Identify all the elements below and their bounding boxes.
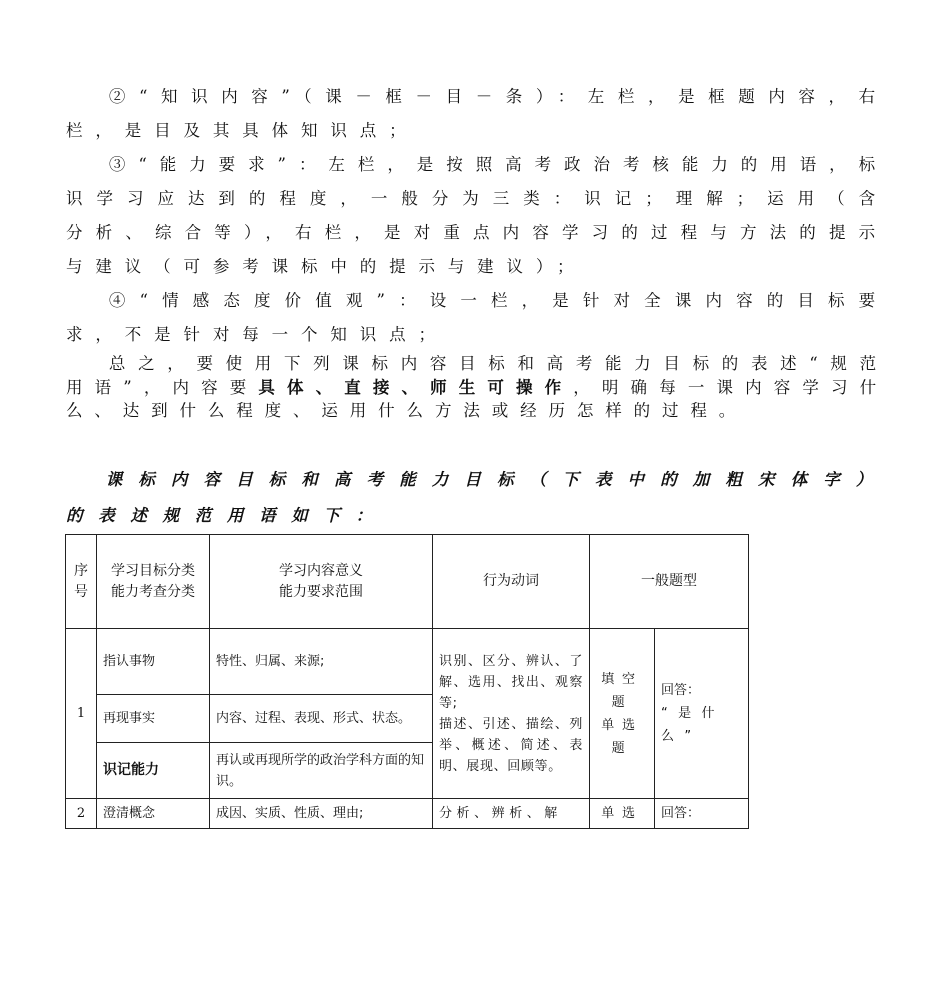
category-cell: 再现事实 [97,695,210,743]
table-header-row [66,535,749,629]
row-number: 1 [66,629,97,799]
header-category-line-2: 能力考查分类 [111,583,195,600]
header-question-type: 一般题型 [590,535,749,629]
objectives-table [65,534,749,829]
question-type-line-1: 填空题 [601,671,643,710]
category-cell [97,743,210,799]
summary-text-start: 总之，要使用下列课标内容目标和高考能力目标的表述“规范用语”，内容要 [66,354,888,397]
answer-label: 回答： [661,683,701,698]
header-number: 序号 [66,535,97,629]
paragraph-summary [66,352,888,423]
paragraph-ability-requirement: ③“能力要求”：左栏，是按照高考政治考核能力的用语，标识学习应达到的程度，一般分为三类：识记；理解；运用（含分析、综合等），右栏，是对重点内容学习的过程与方法的提示与建议（可参考课标中的提示与建议）； [66,155,888,276]
header-category-line-1: 学习目标分类 [111,562,195,579]
heading-line-1: 课标内容目标和高考能力目标（下表中的加粗宋体字）的表 [66,470,888,525]
row-number: 2 [66,799,97,829]
scope-cell: 特性、归属、来源; [210,629,433,695]
paragraph-emotion-values: ④“情感态度价值观”：设一栏，是针对全课内容的目标要求，不是针对每一个知识点； [66,291,888,344]
answer-cell [655,629,749,799]
verbs-cell: 分析、辨析、解 [433,799,590,829]
question-type-cell: 单选 [590,799,655,829]
header-scope-line-1: 学习内容意义 [279,562,363,579]
category-cell: 指认事物 [97,629,210,695]
verbs-line-2: 描述、引述、描绘、列举、概述、简述、表明、展现、回顾等。 [439,716,583,774]
answer-text: “是什么” [661,706,725,744]
answer-cell: 回答： [655,799,749,829]
scope-cell: 再认或再现所学的政治学科方面的知识。 [210,743,433,799]
paragraph-knowledge-content: ②“知识内容”（课－框－目－条）：左栏，是框题内容，右栏，是目及其具体知识点； [66,87,888,140]
category-label-bold: 识记能力 [103,762,159,778]
verbs-cell [433,629,590,799]
question-type-line-2: 单选题 [601,717,643,756]
table-row [66,629,749,695]
summary-emphasis: 具体、直接、师生可操作 [258,377,574,397]
category-cell: 澄清概念 [97,799,210,829]
header-scope-line-2: 能力要求范围 [279,583,363,600]
summary-text-end: ，明确每一课内容学习什么、达到什么程度、运用什么方法或经历怎样的过程。 [66,377,888,420]
question-type-cell [590,629,655,799]
verbs-line-1: 识别、区分、辨认、了解、选用、找出、观察等; [439,653,583,711]
heading-line-2: 述规范用语如下： [130,506,388,525]
header-verbs: 行为动词 [433,535,590,629]
header-scope [210,535,433,629]
table-row [66,799,749,829]
scope-cell: 内容、过程、表现、形式、状态。 [210,695,433,743]
scope-cell: 成因、实质、性质、理由; [210,799,433,829]
section-heading [66,462,888,534]
header-category [97,535,210,629]
